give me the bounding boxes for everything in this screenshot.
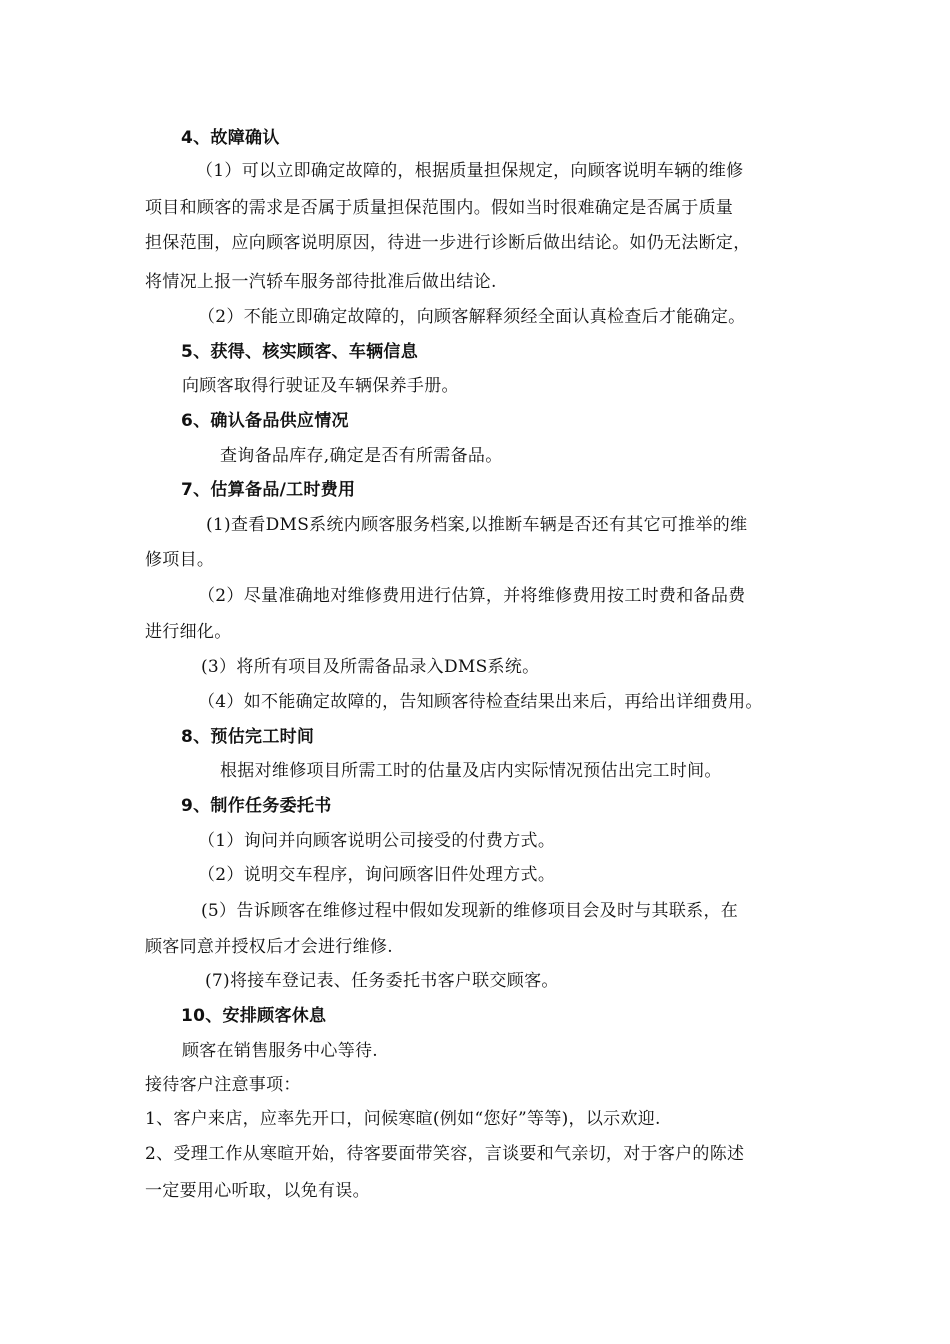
section-10-paragraph: 顾客在销售服务中心等待. <box>182 1041 379 1061</box>
section-8-paragraph: 根据对维修项目所需工时的估量及店内实际情况预估出完工时间。 <box>220 761 722 781</box>
section-4-paragraph-1-line-4: 将情况上报一汽轿车服务部待批准后做出结论. <box>145 272 497 292</box>
section-7-heading: 7、估算备品/工时费用 <box>181 480 356 500</box>
section-9-paragraph-4: (7)将接车登记表、任务委托书客户联交顾客。 <box>205 971 559 991</box>
section-8-heading: 8、预估完工时间 <box>181 727 315 747</box>
section-7-paragraph-2-line-1: （2）尽量准确地对维修费用进行估算，并将维修费用按工时费和备品费 <box>198 586 746 606</box>
section-7-paragraph-1-line-1: (1)查看DMS系统内顾客服务档案,以推断车辆是否还有其它可推举的维 <box>206 515 748 535</box>
section-4-paragraph-1-line-3: 担保范围，应向顾客说明原因，待进一步进行诊断后做出结论。如仍无法断定， <box>145 233 751 253</box>
section-9-paragraph-3-line-2: 顾客同意并授权后才会进行维修. <box>145 937 393 957</box>
section-9-paragraph-1: （1）询问并向顾客说明公司接受的付费方式。 <box>198 831 556 851</box>
section-7-paragraph-4: （4）如不能确定故障的，告知顾客待检查结果出来后，再给出详细费用。 <box>198 692 763 712</box>
notes-title: 接待客户注意事项： <box>145 1075 301 1095</box>
section-6-heading: 6、确认备品供应情况 <box>181 411 349 431</box>
section-5-paragraph: 向顾客取得行驶证及车辆保养手册。 <box>182 376 459 396</box>
section-7-paragraph-2-line-2: 进行细化。 <box>145 622 232 642</box>
section-7-paragraph-3: (3）将所有项目及所需备品录入DMS系统。 <box>201 657 540 677</box>
section-4-paragraph-1-line-2: 项目和顾客的需求是否属于质量担保范围内。假如当时很难确定是否属于质量 <box>145 198 734 218</box>
section-4-paragraph-1-line-1: （1）可以立即确定故障的，根据质量担保规定，向顾客说明车辆的维修 <box>196 161 744 181</box>
section-6-paragraph: 查询备品库存,确定是否有所需备品。 <box>220 446 503 466</box>
section-9-heading: 9、制作任务委托书 <box>181 796 332 816</box>
section-5-heading: 5、获得、核实顾客、车辆信息 <box>181 342 419 362</box>
notes-item-2-line-2: 一定要用心听取，以免有误。 <box>145 1181 370 1201</box>
section-4-paragraph-2: （2）不能立即确定故障的，向顾客解释须经全面认真检查后才能确定。 <box>198 307 746 327</box>
notes-item-1: 1、客户来店，应率先开口，问候寒暄(例如“您好”等等)，以示欢迎. <box>145 1109 661 1129</box>
section-9-paragraph-2: （2）说明交车程序，询问顾客旧件处理方式。 <box>198 865 556 885</box>
section-4-heading: 4、故障确认 <box>181 128 280 148</box>
notes-item-2-line-1: 2、受理工作从寒暄开始，待客要面带笑容，言谈要和气亲切，对于客户的陈述 <box>145 1144 745 1164</box>
section-9-paragraph-3-line-1: (5）告诉顾客在维修过程中假如发现新的维修项目会及时与其联系，在 <box>201 901 739 921</box>
section-10-heading: 10、安排顾客休息 <box>181 1006 327 1026</box>
section-7-paragraph-1-line-2: 修项目。 <box>145 550 215 570</box>
